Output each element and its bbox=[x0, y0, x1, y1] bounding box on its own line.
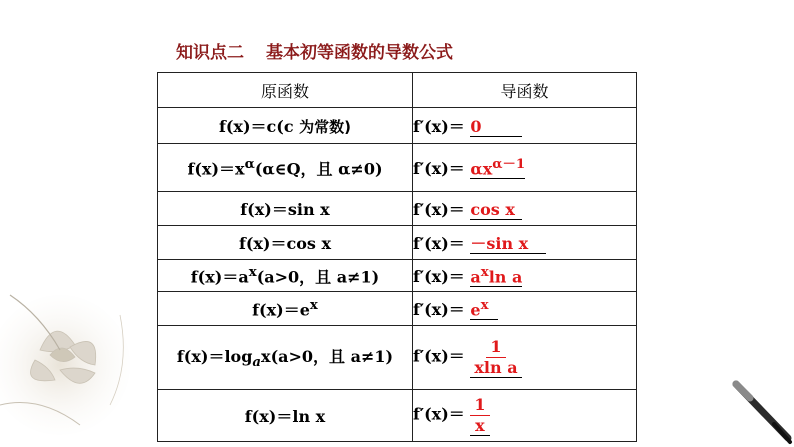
base: x bbox=[235, 159, 245, 179]
table-row bbox=[158, 292, 637, 326]
table-row bbox=[158, 326, 637, 390]
table-row bbox=[158, 390, 637, 442]
condition: (a>0，且 a≠1) bbox=[270, 347, 394, 367]
answer-fraction bbox=[470, 337, 521, 376]
numerator: 1 bbox=[486, 337, 505, 357]
section-title-text: 基本初等函数的导数公式 bbox=[266, 43, 453, 63]
log-base: a bbox=[252, 354, 262, 371]
table-row bbox=[158, 260, 637, 292]
f-rhs: c(c bbox=[266, 117, 294, 136]
table-row bbox=[158, 226, 637, 260]
answer bbox=[470, 265, 522, 287]
derivative-label: f′(x)＝ bbox=[413, 200, 465, 219]
denominator: xln a bbox=[474, 357, 518, 377]
original-function-cell bbox=[158, 192, 413, 226]
f-rhs: sin x bbox=[287, 200, 330, 219]
derivative-label: f′(x)＝ bbox=[413, 159, 465, 178]
equals: ＝ bbox=[271, 200, 288, 219]
equals: ＝ bbox=[222, 267, 239, 287]
f-label: f(x) bbox=[238, 234, 271, 253]
note: 为常数) bbox=[299, 118, 352, 136]
derivative-table bbox=[157, 72, 637, 442]
condition: (a>0，且 a≠1) bbox=[256, 267, 380, 287]
equals: ＝ bbox=[219, 159, 236, 179]
brush-decoration bbox=[728, 378, 794, 447]
f-label: f(x) bbox=[240, 200, 272, 219]
table-row bbox=[158, 192, 637, 226]
derivative-cell bbox=[413, 192, 637, 226]
denominator: x bbox=[475, 415, 485, 435]
derivative-label: f′(x)＝ bbox=[413, 117, 465, 136]
exponent: x bbox=[248, 263, 257, 280]
base: a bbox=[238, 267, 249, 287]
derivative-label: f′(x)＝ bbox=[413, 405, 465, 424]
answer-exponent: α－1 bbox=[492, 155, 526, 172]
condition: (α∈Q，且 α≠0) bbox=[254, 159, 383, 179]
answer-exponent: x bbox=[480, 263, 489, 280]
equals: ＝ bbox=[208, 347, 225, 367]
derivative-cell bbox=[413, 292, 637, 326]
derivative-cell bbox=[413, 144, 637, 192]
answer bbox=[470, 337, 521, 377]
header-original: 原函数 bbox=[158, 73, 413, 108]
original-function-cell bbox=[158, 260, 413, 292]
answer bbox=[470, 157, 525, 179]
f-label: f(x) bbox=[218, 117, 251, 136]
original-function-cell bbox=[158, 226, 413, 260]
answer-fraction bbox=[470, 395, 489, 434]
answer bbox=[470, 298, 498, 320]
equals: ＝ bbox=[270, 234, 287, 253]
numerator: 1 bbox=[470, 395, 489, 415]
header-derivative: 导函数 bbox=[413, 73, 637, 108]
flower-decoration bbox=[0, 255, 160, 447]
section-title-label: 知识点二 bbox=[176, 43, 244, 63]
equals: ＝ bbox=[276, 407, 293, 426]
answer: 0 bbox=[470, 118, 522, 137]
answer-exponent: x bbox=[480, 296, 489, 313]
f-label: f(x) bbox=[190, 267, 223, 287]
answer-base: a bbox=[470, 267, 481, 286]
answer-tail: ln a bbox=[488, 267, 523, 286]
derivative-cell bbox=[413, 390, 637, 442]
derivative-cell bbox=[413, 226, 637, 260]
table-header-row bbox=[158, 73, 637, 108]
derivative-label: f′(x)＝ bbox=[413, 347, 465, 366]
derivative-cell bbox=[413, 260, 637, 292]
equals: ＝ bbox=[250, 117, 267, 136]
f-label: f(x) bbox=[187, 159, 220, 179]
answer-base: αx bbox=[470, 159, 493, 178]
answer-base: e bbox=[470, 300, 481, 319]
original-function-cell bbox=[158, 108, 413, 144]
section-title bbox=[176, 38, 453, 63]
f-rhs: cos x bbox=[286, 234, 332, 253]
table-row bbox=[158, 108, 637, 144]
f-rhs: ln x bbox=[292, 407, 326, 426]
f-label: f(x) bbox=[244, 407, 277, 426]
f-label: f(x) bbox=[176, 347, 209, 367]
log: log bbox=[224, 347, 253, 367]
derivative-label: f′(x)＝ bbox=[413, 267, 465, 286]
equals: ＝ bbox=[283, 300, 300, 320]
exponent: α bbox=[244, 155, 255, 172]
derivative-label: f′(x)＝ bbox=[413, 300, 465, 319]
original-function-cell bbox=[158, 390, 413, 442]
original-function-cell bbox=[158, 144, 413, 192]
answer: cos x bbox=[470, 201, 522, 220]
table-row bbox=[158, 144, 637, 192]
exponent: x bbox=[309, 296, 318, 313]
derivative-cell bbox=[413, 108, 637, 144]
answer: －sin x bbox=[470, 235, 546, 254]
original-function-cell bbox=[158, 326, 413, 390]
log-arg: x bbox=[261, 347, 271, 367]
f-label: f(x) bbox=[252, 300, 284, 320]
original-function-cell bbox=[158, 292, 413, 326]
answer bbox=[470, 395, 489, 435]
derivative-cell bbox=[413, 326, 637, 390]
derivative-label: f′(x)＝ bbox=[413, 234, 465, 253]
base: e bbox=[299, 300, 310, 320]
